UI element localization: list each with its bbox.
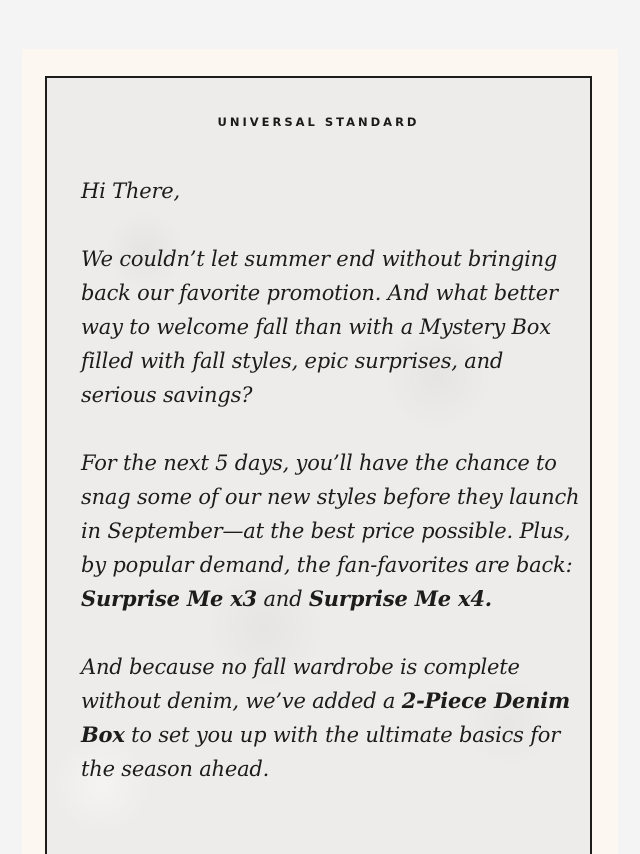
brand-logo[interactable]: UNIVERSAL STANDARD	[217, 115, 420, 129]
greeting: Hi There,	[81, 179, 181, 203]
denim-text: And because no fall wardrobe is complete without denim, we’ve added a	[81, 655, 520, 713]
denim-tail: to set you up with the ultimate basics for the season ahead.	[81, 723, 561, 781]
paragraph-intro: We couldn’t let summer end without bringing back our favorite promotion. And what better way to welcome fall than with a Mystery Box filled with fall styles, epic surprises, and serious savings?	[81, 247, 558, 407]
letter-body	[81, 174, 581, 820]
offer-text: For the next 5 days, you’ll have the chance to snag some of our new styles before they launch in September—at the best price possible. Plus, by popular demand, the fan-favorites are back:	[81, 451, 580, 577]
surprise-me-x3: Surprise Me x3	[81, 586, 257, 611]
surprise-me-x4: Surprise Me x4.	[308, 586, 492, 611]
paragraph-offer	[81, 446, 581, 616]
offer-conjunction: and	[256, 587, 309, 611]
letter-card	[45, 76, 592, 854]
paragraph-denim	[81, 650, 581, 786]
denim-box: 2-Piece Denim Box	[81, 688, 571, 747]
